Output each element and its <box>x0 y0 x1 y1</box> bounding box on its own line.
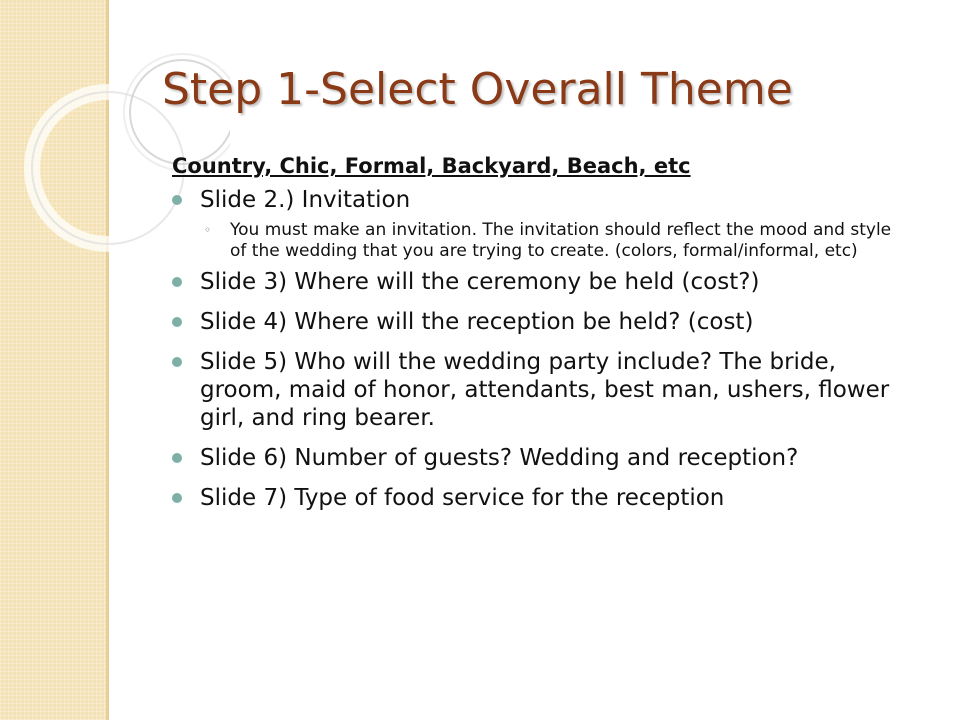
sub-bullet-text: You must make an invitation. The invitation should reflect the mood and style of the wedding that you are trying to create. (colors, formal/informal, etc) <box>230 220 892 261</box>
bullet-icon <box>172 317 182 327</box>
bullet-icon <box>172 453 182 463</box>
sub-list-item <box>200 220 902 262</box>
slide-content <box>172 154 902 524</box>
bullet-text: Slide 4) Where will the reception be held? (cost) <box>200 309 754 335</box>
list-item <box>172 268 902 296</box>
bullet-text: Slide 7) Type of food service for the reception <box>200 485 725 511</box>
sub-bullet-list <box>200 220 902 262</box>
ring-bullet-icon: ◦ <box>204 223 212 237</box>
list-item <box>172 484 902 512</box>
bullet-icon <box>172 277 182 287</box>
bullet-text: Slide 3) Where will the ceremony be held (cost?) <box>200 269 760 295</box>
theme-subheading: Country, Chic, Formal, Backyard, Beach, etc <box>172 154 691 178</box>
bullet-text: Slide 5) Who will the wedding party include? The bride, groom, maid of honor, attendants, best man, ushers, flower girl, and ring bearer. <box>200 349 890 431</box>
bullet-list <box>172 186 902 512</box>
bullet-icon <box>172 493 182 503</box>
slide-title: Step 1-Select Overall Theme <box>162 64 793 115</box>
bullet-text: Slide 2.) Invitation <box>200 187 411 213</box>
list-item <box>172 444 902 472</box>
list-item <box>172 308 902 336</box>
bullet-text: Slide 6) Number of guests? Wedding and reception? <box>200 445 799 471</box>
bullet-icon <box>172 357 182 367</box>
list-item <box>172 186 902 262</box>
bullet-icon <box>172 195 182 205</box>
list-item <box>172 348 902 432</box>
